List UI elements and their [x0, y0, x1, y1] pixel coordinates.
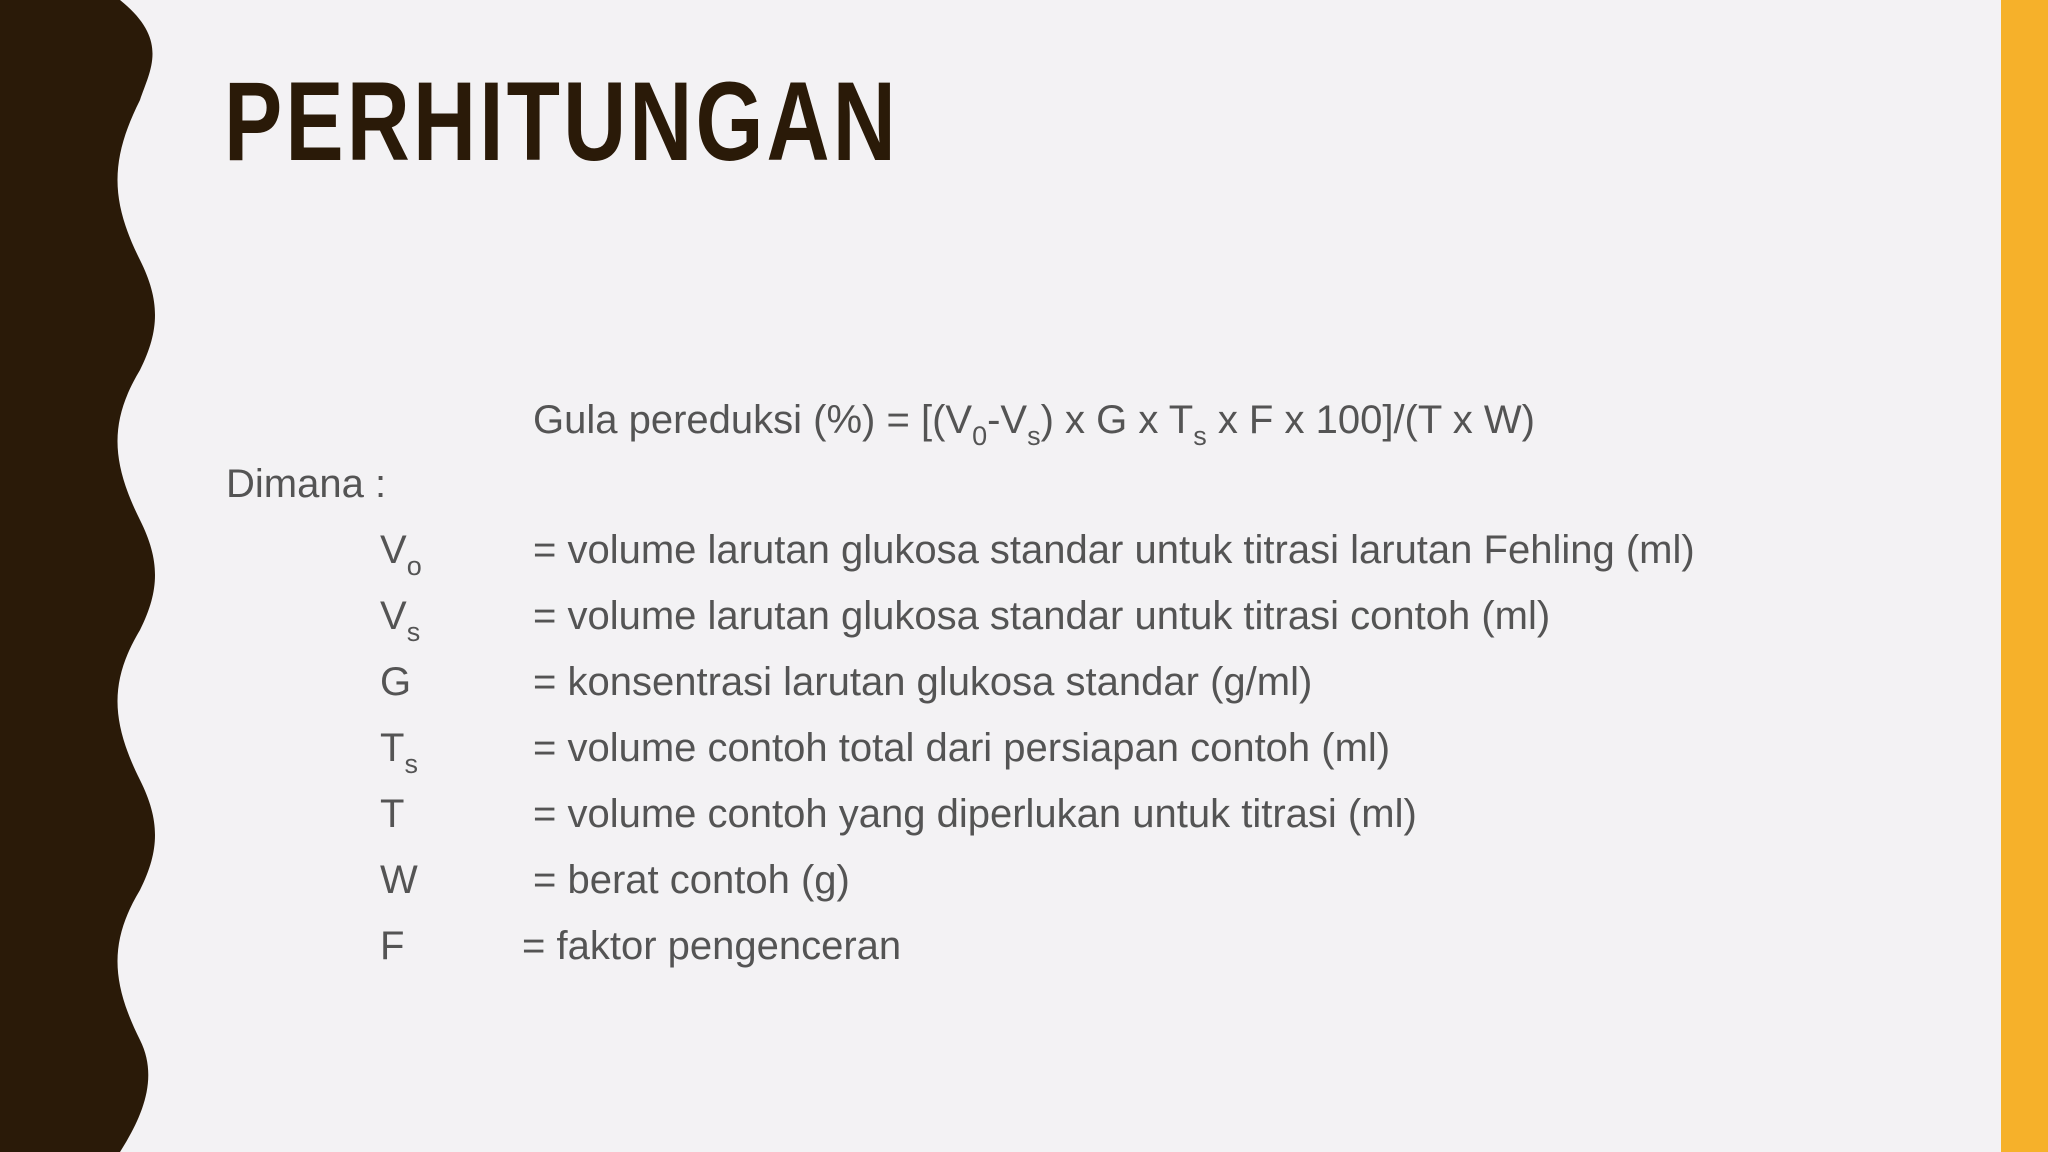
definition-symbol: $V_s$ — [380, 594, 421, 647]
definition-symbol: G — [380, 660, 412, 704]
formula: Gula pereduksi (%) = [$(V_0-V_s)$ x G x $T_s$ x F x 100]/(T x W) — [533, 398, 1535, 451]
right-accent-bar — [2001, 0, 2048, 1152]
left-wavy-band — [0, 0, 160, 1152]
slide-title: PERHITUNGAN — [224, 59, 899, 184]
definition-text: = volume larutan glukosa standar untuk titrasi larutan Fehling (ml) — [533, 528, 1695, 572]
dimana-label: Dimana : — [226, 462, 387, 506]
definition-symbol: $V_o$ — [380, 528, 422, 581]
definition-text: = faktor pengenceran — [522, 924, 902, 968]
definition-text: = konsentrasi larutan glukosa standar (g/ml) — [533, 660, 1313, 704]
definition-symbol: F — [380, 924, 405, 968]
definition-text: = volume contoh total dari persiapan contoh (ml) — [533, 726, 1391, 770]
definition-text: = berat contoh (g) — [533, 858, 850, 902]
definition-text: = volume larutan glukosa standar untuk titrasi contoh (ml) — [533, 594, 1551, 638]
definition-symbol: $T_s$ — [380, 726, 418, 779]
definition-text: = volume contoh yang diperlukan untuk titrasi (ml) — [533, 792, 1417, 836]
definition-symbol: W — [380, 858, 418, 902]
definition-symbol: T — [380, 792, 405, 836]
